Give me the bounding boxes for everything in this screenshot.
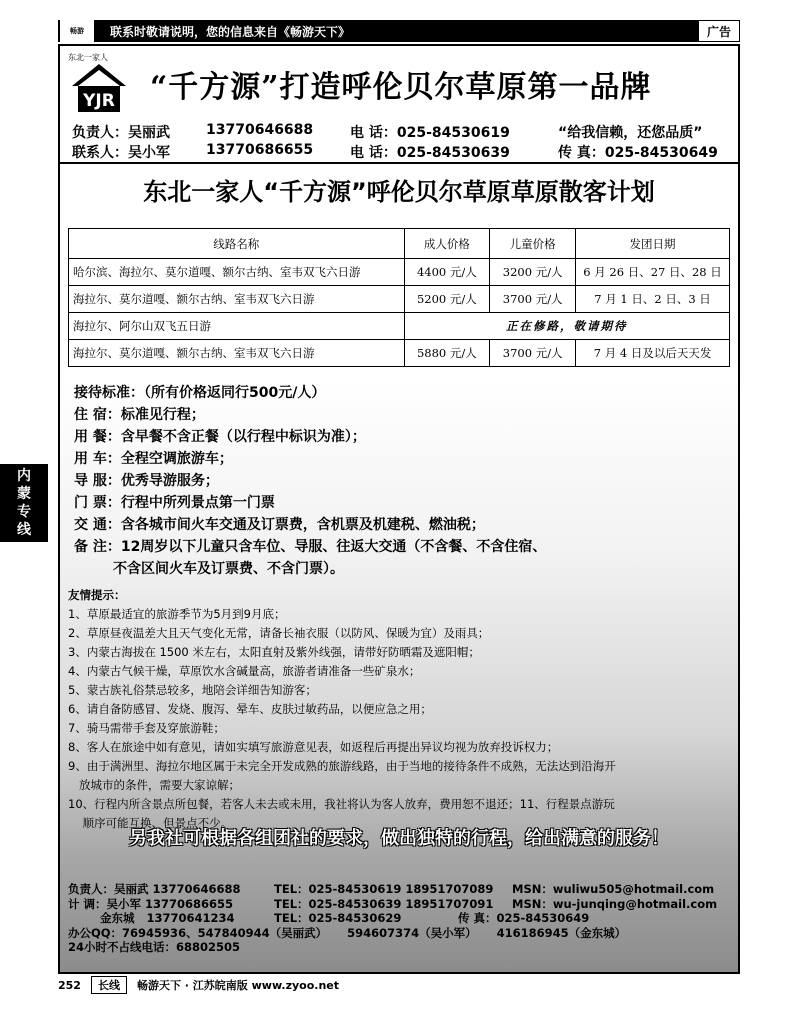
page-number: 252 <box>58 978 81 992</box>
tips-title: 友情提示： <box>68 588 126 602</box>
tip-item: 10、行程内所含景点所包餐，若客人未去或未用，我社将认为客人放弃，费用恕不退还；11、行程景点游玩 <box>68 797 615 811</box>
route-note: 正在修路，敬请期待 <box>404 313 730 340</box>
contact-line <box>68 882 732 897</box>
tip-item: 2、草原昼夜温差大且天气变化无常，请备长袖衣服（以防风、保暖为宜）及雨具； <box>68 626 490 640</box>
tip-item: 顺序可能互换、但景点不少。 <box>68 816 233 830</box>
tip-item: 6、请自备防感冒、发烧、腹泻、晕车、皮肤过敏药品，以便应急之用； <box>68 702 432 716</box>
bottom-contacts <box>68 882 732 955</box>
tip-item: 1、草原最适宜的旅游季节为5月到9月底； <box>68 607 286 621</box>
phone-2: 电 话：025-84530639 <box>350 145 510 161</box>
house-logo-icon <box>68 54 130 116</box>
route-name: 哈尔滨、海拉尔、莫尔道嘎、额尔古纳、室韦双飞六日游 <box>69 259 405 286</box>
contact-tel: TEL：025-84530639 18951707091 <box>274 896 494 911</box>
service-slogan: 另我社可根据各组团社的要求，做出独特的行程，给出满意的服务！ <box>129 828 669 849</box>
friendly-tips <box>68 586 738 833</box>
phone-1: 电 话：025-84530619 <box>350 125 510 141</box>
contact-name: 金东城 13770641234 <box>68 911 235 925</box>
page-footer <box>58 976 339 994</box>
child-price: 3700 元/人 <box>490 286 576 313</box>
ad-header <box>60 46 738 164</box>
contact-line <box>68 911 732 926</box>
tip-item: 放城市的条件，需要大家谅解； <box>68 778 240 792</box>
departure-date: 7 月 1 日、2 日、3 日 <box>576 286 730 313</box>
contact-msn: MSN：wuliwu505@hotmail.com <box>512 882 715 896</box>
term-line: 用 车：全程空调旅游车； <box>74 451 233 467</box>
table-row <box>69 259 730 286</box>
section-side-tab: 内 蒙 专 线 <box>0 464 48 542</box>
table-row <box>69 313 730 340</box>
child-price: 3700 元/人 <box>490 340 576 367</box>
top-banner <box>58 20 740 42</box>
ad-frame <box>58 44 740 974</box>
magazine-info: 畅游天下 · 江苏皖南版 www.zyoo.net <box>136 979 340 992</box>
route-name: 海拉尔、莫尔道嘎、额尔古纳、室韦双飞六日游 <box>69 286 405 313</box>
manager: 负责人：吴丽武 <box>72 125 170 141</box>
svg-text:YJR: YJR <box>83 91 115 111</box>
contact-fax: 传 真：025-84530649 <box>458 911 590 925</box>
term-line: 交 通：含各城市间火车交通及订票费，含机票及机建税、燃油税； <box>74 517 485 533</box>
term-line: 不含区间火车及订票费、不含门票）。 <box>74 561 344 577</box>
brand-name-small: 东北一家人 <box>68 53 108 62</box>
price-table <box>68 228 730 367</box>
term-line: 用 餐：含早餐不含正餐（以行程中标识为准）； <box>74 429 366 445</box>
contact-tel: TEL：025-84530619 18951707089 <box>274 882 494 896</box>
manager-phone: 13770646688 <box>206 122 314 138</box>
departure-date: 7 月 4 日及以后天天发 <box>576 340 730 367</box>
hotline: 24小时不占线电话：68802505 <box>68 940 241 954</box>
source-notice: 联系时敬请说明，您的信息来自《畅游天下》 <box>110 24 351 39</box>
tip-item: 3、内蒙古海拔在 1500 米左右，太阳直射及紫外线强，请带好防晒霜及遮阳帽； <box>68 645 480 659</box>
child-price: 3200 元/人 <box>490 259 576 286</box>
col-date: 发团日期 <box>576 229 730 259</box>
contact-phone: 13770686655 <box>206 142 314 158</box>
contact-name: 负责人：吴丽武 13770646688 <box>68 882 241 896</box>
contact-line <box>68 897 732 912</box>
ad-tag: 广告 <box>698 20 740 42</box>
route-name: 海拉尔、莫尔道嘎、额尔古纳、室韦双飞六日游 <box>69 340 405 367</box>
contact-tel: TEL：025-84530629 <box>274 911 402 925</box>
term-line: 导 服：优秀导游服务； <box>74 473 219 489</box>
departure-date: 6 月 26 日、27 日、28 日 <box>576 259 730 286</box>
term-line: 门 票：行程中所列景点第一门票 <box>74 495 275 511</box>
headline: “千方源”打造呼伦贝尔草原第一品牌 <box>150 70 652 105</box>
contact-name: 计 调：吴小军 13770686655 <box>68 896 234 911</box>
adult-price: 5200 元/人 <box>404 286 490 313</box>
section-label: 长线 <box>91 976 127 994</box>
term-line: 住 宿：标准见行程； <box>74 407 205 423</box>
col-route: 线路名称 <box>69 229 405 259</box>
route-name: 海拉尔、阿尔山双飞五日游 <box>69 313 405 340</box>
col-child: 儿童价格 <box>490 229 576 259</box>
tip-item: 8、客人在旅途中如有意见，请如实填写旅游意见表，如返程后再提出异议均视为放弃投诉权力； <box>68 740 559 754</box>
service-terms <box>74 382 546 580</box>
col-adult: 成人价格 <box>404 229 490 259</box>
table-row <box>69 286 730 313</box>
fax: 传 真：025-84530649 <box>558 145 718 161</box>
office-qq: 办公QQ：76945936、547840944（吴丽武） 594607374（吴小军） 416186945（金东城） <box>68 925 627 940</box>
magazine-logo: 畅游 <box>60 20 94 42</box>
tip-item: 5、蒙古族礼俗禁忌较多，地陪会详细告知游客； <box>68 683 317 697</box>
adult-price: 4400 元/人 <box>404 259 490 286</box>
plan-title: 东北一家人“千方源”呼伦贝尔草原草原散客计划 <box>143 178 655 206</box>
tip-item: 4、内蒙古气候干燥，草原饮水含碱量高，旅游者请准备一些矿泉水； <box>68 664 421 678</box>
table-row <box>69 340 730 367</box>
table-header-row <box>69 229 730 259</box>
term-line: 备 注：12周岁以下儿童只含车位、导服、往返大交通（不含餐、不含住宿、 <box>74 539 547 555</box>
motto: “给我信赖，还您品质” <box>558 125 703 141</box>
adult-price: 5880 元/人 <box>404 340 490 367</box>
tip-item: 9、由于满洲里、海拉尔地区属于未完全开发成熟的旅游线路，由于当地的接待条件不成熟，无法达到沿海开 <box>68 759 616 773</box>
contact-person: 联系人：吴小军 <box>72 145 170 161</box>
tip-item: 7、骑马需带手套及穿旅游鞋； <box>68 721 225 735</box>
term-line: 接待标准：（所有价格返同行500元/人） <box>74 385 326 401</box>
contact-msn: MSN：wu-junqing@hotmail.com <box>512 896 718 911</box>
